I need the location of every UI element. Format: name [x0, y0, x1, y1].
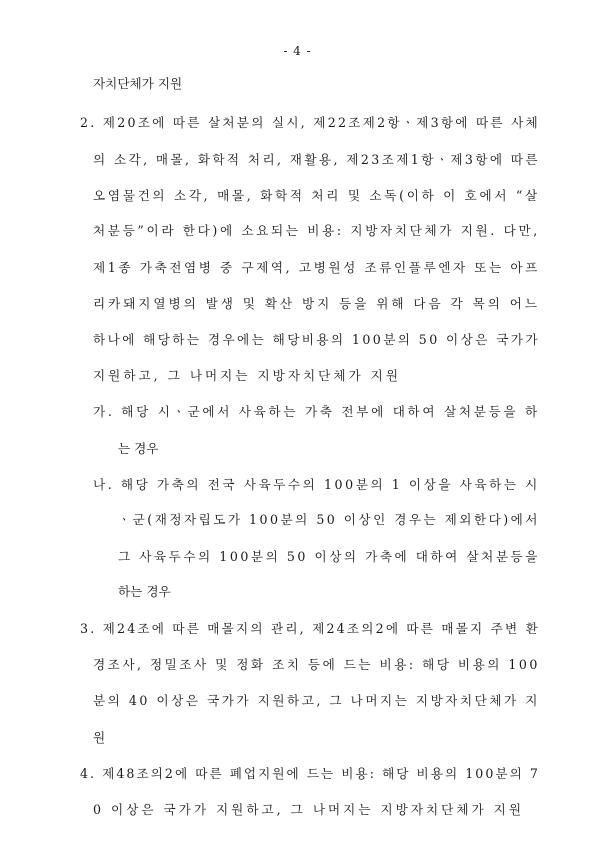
text-line: 하는 경우 [118, 584, 171, 599]
text-line: 리카돼지열병의 발생 및 확산 방지 등을 위해 다음 각 목의 어느 [93, 296, 540, 311]
text-line: 3. 제24조에 따른 매몰지의 관리, 제24조의2에 따른 매몰지 주변 환 [80, 621, 540, 636]
text-line: 제1종 가축전염병 중 구제역, 고병원성 조류인플루엔자 또는 아프 [93, 260, 540, 275]
text-line: 원 [93, 730, 106, 745]
text-line: 의 소각, 매몰, 화학적 처리, 재활용, 제23조제1항ㆍ제3항에 따른 [93, 152, 540, 167]
text-line: 자치단체가 지원 [93, 76, 183, 91]
page-number: - 4 - [283, 44, 312, 58]
text-line: 그 사육두수의 100분의 50 이상의 가축에 대하여 살처분등을 [118, 549, 540, 564]
text-line: 나. 해당 가축의 전국 사육두수의 100분의 1 이상을 사육하는 시 [93, 477, 540, 492]
text-line: 2. 제20조에 따른 살처분의 실시, 제22조제2항ㆍ제3항에 따른 사체 [80, 115, 540, 130]
text-line: 4. 제48조의2에 따른 폐업지원에 드는 비용: 해당 비용의 100분의 7 [80, 766, 540, 781]
text-line: 경조사, 정밀조사 및 정화 조치 등에 드는 비용: 해당 비용의 100 [93, 657, 540, 672]
text-line: 가. 해당 시ㆍ군에서 사육하는 가축 전부에 대하여 살처분등을 하 [93, 404, 540, 419]
text-line: 분의 40 이상은 국가가 지원하고, 그 나머지는 지방자치단체가 지 [93, 693, 540, 708]
text-line: ㆍ군(재정자립도가 100분의 50 이상인 경우는 제외한다)에서 [118, 512, 540, 527]
text-line: 하나에 해당하는 경우에는 해당비용의 100분의 50 이상은 국가가 [93, 332, 540, 347]
text-line: 는 경우 [118, 441, 159, 456]
text-line: 오염물건의 소각, 매몰, 화학적 처리 및 소독(이하 이 호에서 “살 [93, 188, 540, 203]
text-line: 지원하고, 그 나머지는 지방자치단체가 지원 [93, 368, 401, 383]
text-line: 처분등”이라 한다)에 소요되는 비용: 지방자치단체가 지원. 다만, [93, 223, 540, 238]
text-line: 0 이상은 국가가 지원하고, 그 나머지는 지방자치단체가 지원 [93, 802, 525, 817]
